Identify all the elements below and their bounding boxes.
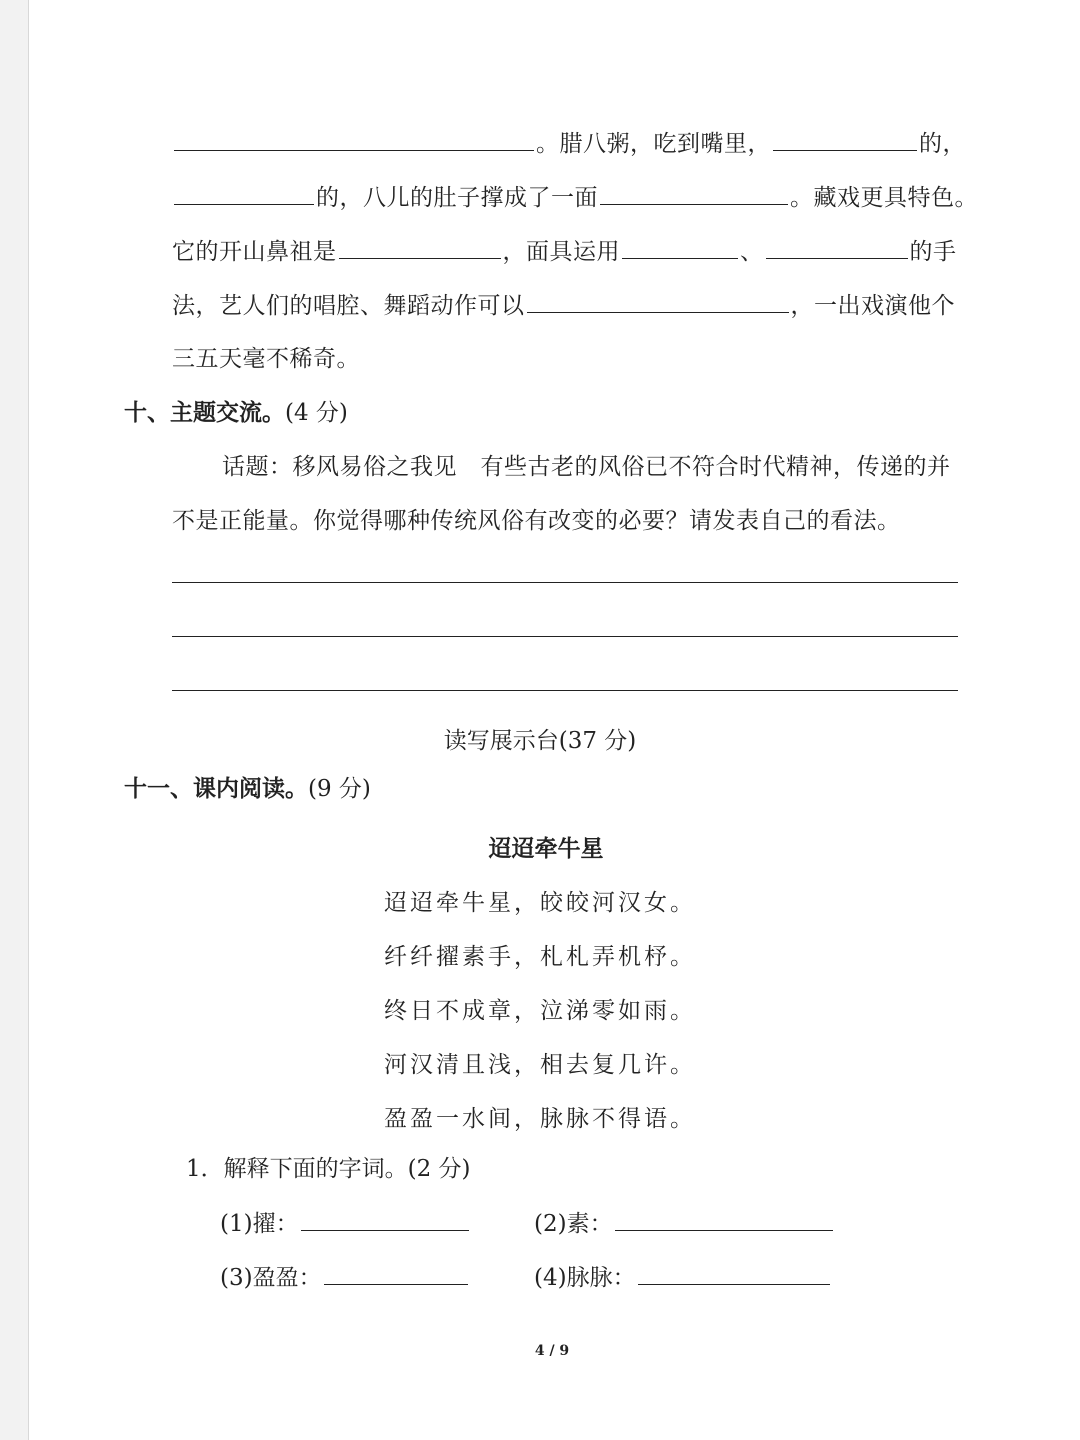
section-10-prompt-line-2: 不是正能量。你觉得哪种传统风俗有改变的必要？请发表自己的看法。 bbox=[172, 508, 901, 534]
poem-line: 盈盈一水间，脉脉不得语。 bbox=[384, 1106, 696, 1132]
answer-line[interactable] bbox=[172, 582, 958, 583]
answer-line[interactable] bbox=[172, 690, 958, 691]
paragraph-line-1: 。腊八粥，吃到嘴里， 的， bbox=[172, 128, 966, 159]
section-10-heading: 十、主题交流。(4 分) bbox=[124, 400, 348, 426]
fill-blank[interactable] bbox=[622, 236, 738, 259]
fill-blank[interactable] bbox=[174, 182, 314, 205]
poem-line: 河汉清且浅，相去复几许。 bbox=[384, 1052, 696, 1078]
fill-blank[interactable] bbox=[527, 290, 789, 313]
paragraph-line-2: 的，八儿的肚子撑成了一面 。藏戏更具特色。 bbox=[172, 182, 978, 213]
paragraph-line-3: 它的开山鼻祖是 ，面具运用 、 的手 bbox=[172, 236, 957, 267]
fill-blank[interactable] bbox=[301, 1208, 469, 1231]
part-title: 读写展示台(37 分) bbox=[443, 728, 637, 754]
question-1-item-2: (2)素： bbox=[534, 1208, 835, 1239]
fill-blank[interactable] bbox=[773, 128, 917, 151]
paragraph-line-4: 法，艺人们的唱腔、舞蹈动作可以 ，一出戏演他个 bbox=[172, 290, 955, 321]
question-1-item-3: (3)盈盈： bbox=[220, 1262, 470, 1293]
page-number: 4 / 9 bbox=[534, 1343, 570, 1359]
fill-blank[interactable] bbox=[339, 236, 501, 259]
question-1-item-4: (4)脉脉： bbox=[534, 1262, 832, 1293]
paragraph-line-5: 三五天毫不稀奇。 bbox=[172, 346, 360, 372]
fill-blank[interactable] bbox=[600, 182, 788, 205]
poem-title: 迢迢牵牛星 bbox=[488, 836, 604, 862]
answer-line[interactable] bbox=[172, 636, 958, 637]
fill-blank[interactable] bbox=[766, 236, 908, 259]
fill-blank[interactable] bbox=[174, 128, 534, 151]
section-11-heading: 十一、课内阅读。(9 分) bbox=[124, 776, 371, 802]
fill-blank[interactable] bbox=[638, 1262, 830, 1285]
poem-line: 纤纤擢素手，札札弄机杼。 bbox=[384, 944, 696, 970]
fill-blank[interactable] bbox=[615, 1208, 833, 1231]
poem-line: 迢迢牵牛星，皎皎河汉女。 bbox=[384, 890, 696, 916]
question-1-item-1: (1)擢： bbox=[220, 1208, 471, 1239]
poem-line: 终日不成章，泣涕零如雨。 bbox=[384, 998, 696, 1024]
fill-blank[interactable] bbox=[324, 1262, 468, 1285]
section-10-prompt-line-1: 话题：移风易俗之我见 有些古老的风俗已不符合时代精神，传递的并 bbox=[222, 454, 951, 480]
question-1-label: 1．解释下面的字词。(2 分) bbox=[186, 1156, 471, 1182]
